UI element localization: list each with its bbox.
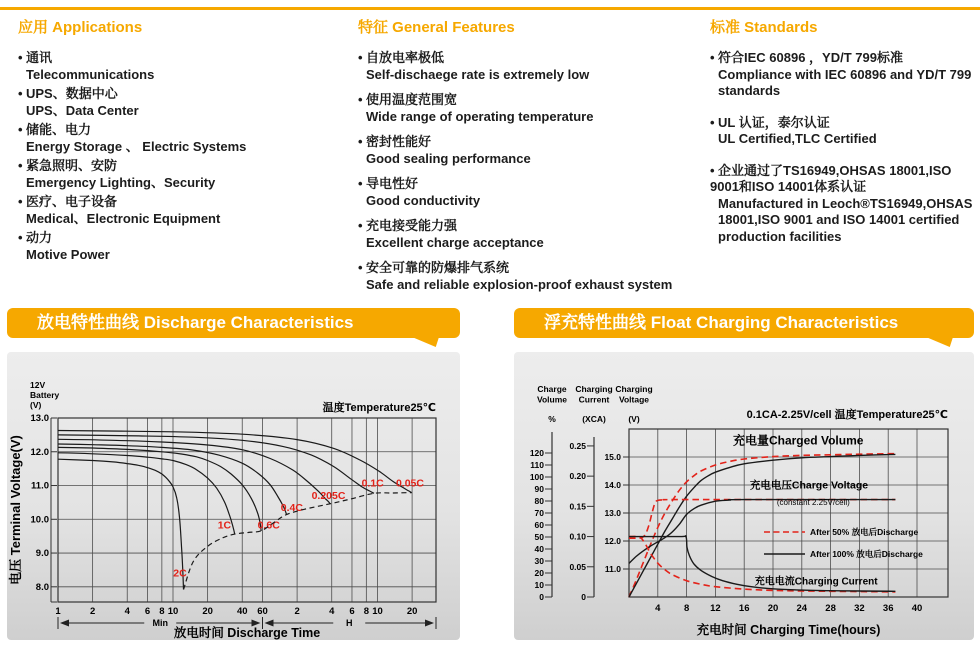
- list-item: [18, 194, 348, 227]
- chart-title: 0.1CA-2.25V/cell 温度Temperature25℃: [746, 409, 948, 421]
- axis-header: Charging: [615, 384, 653, 394]
- x-tick-label: 4: [329, 606, 335, 617]
- axis-header: Voltage: [618, 394, 650, 405]
- chart-annotation: 充电量Charged Volume: [732, 433, 864, 448]
- banner-tail-icon: [926, 337, 953, 347]
- list-item: [18, 50, 348, 83]
- volume-tick-label: 20: [534, 568, 544, 578]
- features-section: [358, 16, 693, 302]
- list-item: [358, 218, 693, 251]
- standards-section: [710, 16, 974, 260]
- discharge-chart-block: [7, 308, 460, 640]
- arrow-right-icon: [425, 620, 434, 627]
- x-tick-label: 8: [159, 606, 165, 617]
- rate-label: 0.1C: [361, 477, 384, 490]
- arrow-left-icon: [60, 620, 69, 627]
- volume-tick-label: 50: [534, 532, 544, 542]
- item-text-en: Safe and reliable explosion-proof exhaust system: [366, 276, 673, 292]
- item-text-en: Compliance with IEC 60896 and YD/T 799 standards: [718, 66, 972, 98]
- bullet-icon: •: [358, 92, 363, 107]
- rate-label: 2C: [173, 567, 187, 580]
- x-tick-label: 60: [257, 606, 268, 617]
- x-tick-label: 10: [372, 606, 383, 617]
- volume-tick-label: 0: [539, 592, 544, 602]
- x-tick-label: 40: [911, 603, 923, 614]
- item-text-zh: • 企业通过了TS16949,OHSAS 18001,ISO 9001和ISO 14001体系认证: [710, 162, 952, 194]
- item-text-en: UL Certified,TLC Certified: [718, 131, 877, 146]
- bullet-icon: •: [18, 230, 23, 245]
- list-item: [358, 260, 693, 293]
- applications-list: [18, 50, 348, 263]
- bullet-icon: •: [358, 50, 363, 65]
- current-tick-label: 0: [581, 592, 586, 602]
- item-text-en: UPS、Data Center: [26, 102, 139, 118]
- battery-label: (V): [30, 400, 42, 410]
- voltage-tick-label: 13.0: [604, 508, 621, 518]
- discharge-banner-label: 放电特性曲线 Discharge Characteristics: [37, 313, 354, 332]
- current-tick-label: 0.20: [569, 471, 586, 482]
- list-item: [18, 86, 348, 119]
- list-item: [710, 50, 974, 100]
- volume-tick-label: 10: [534, 580, 544, 590]
- x-tick-label: 1: [55, 606, 61, 617]
- volume-tick-label: 70: [534, 508, 544, 518]
- volume-tick-label: 100: [529, 472, 544, 482]
- bullet-icon: •: [710, 162, 715, 178]
- standards-title: 标准 Standards: [710, 19, 818, 36]
- item-text-zh: • 安全可靠的防爆排气系统: [358, 260, 510, 275]
- item-text-zh: • 自放电率极低: [358, 50, 445, 65]
- list-item: [358, 176, 693, 209]
- discharge-chart: [7, 352, 460, 640]
- item-text-zh: • UPS、数据中心: [18, 86, 118, 101]
- x-tick-label: 2: [294, 606, 300, 617]
- list-item: [358, 134, 693, 167]
- bullet-icon: •: [18, 158, 23, 173]
- item-text-zh: • 使用温度范围宽: [358, 92, 458, 107]
- x-tick-label: 20: [202, 606, 213, 617]
- x-axis-title: 放电时间 Discharge Time: [173, 626, 321, 640]
- y-tick-label: 8.0: [35, 581, 49, 593]
- rate-label: 0.05C: [395, 477, 424, 490]
- x-tick-label: 20: [767, 603, 779, 614]
- item-text-en: Good conductivity: [366, 192, 481, 208]
- rate-label: 1C: [217, 519, 232, 532]
- item-text-en: Telecommunications: [26, 66, 155, 82]
- discharge-curve-1C: [58, 453, 235, 535]
- current-tick-label: 0.05: [569, 561, 586, 572]
- item-text-zh: • 动力: [18, 230, 53, 245]
- rate-label: 0.205C: [311, 490, 346, 503]
- item-text-zh: • 紧急照明、安防: [18, 158, 118, 173]
- item-text-zh: • 充电接受能力强: [358, 218, 458, 233]
- x-tick-label: 2: [89, 606, 96, 617]
- banner-tail-icon: [412, 337, 439, 347]
- voltage-tick-label: 12.0: [604, 536, 621, 546]
- item-text-en: Wide range of operating temperature: [366, 108, 594, 124]
- bullet-icon: •: [710, 50, 715, 65]
- x-tick-label: 4: [124, 606, 130, 617]
- axis-header: Charging: [575, 384, 613, 394]
- item-text-en: Energy Storage 、 Electric Systems: [26, 138, 247, 154]
- axis-unit: (XCA): [582, 414, 606, 424]
- discharge-curve-0.205C: [58, 439, 330, 504]
- discharge-banner: [7, 308, 460, 338]
- float-charging-chart: [514, 352, 974, 640]
- volume-tick-label: 110: [530, 460, 544, 470]
- x-unit-label: Min: [152, 618, 168, 628]
- volume-tick-label: 120: [529, 448, 544, 458]
- current-tick-label: 0.25: [569, 440, 586, 451]
- x-tick-label: 4: [655, 603, 661, 614]
- list-item: [710, 163, 974, 246]
- battery-label: 12V: [30, 380, 46, 390]
- x-tick-label: 32: [854, 603, 865, 614]
- discharge-curve-2C: [58, 459, 184, 589]
- x-tick-label: 40: [236, 606, 248, 617]
- item-text-en: Excellent charge acceptance: [366, 234, 544, 250]
- x-tick-label: 6: [349, 606, 355, 617]
- item-text-en: Motive Power: [26, 246, 110, 262]
- list-item: [358, 92, 693, 125]
- standards-list: [710, 50, 974, 245]
- y-tick-label: 10.0: [30, 514, 49, 526]
- legend-label: After 100% 放电后Discharge: [810, 549, 923, 559]
- current-tick-label: 0.15: [569, 501, 586, 512]
- item-text-zh: • 储能、电力: [18, 122, 92, 137]
- applications-title: 应用 Applications: [18, 19, 143, 36]
- x-tick-label: 10: [167, 606, 179, 617]
- bullet-icon: •: [18, 86, 23, 101]
- bullet-icon: •: [18, 122, 23, 137]
- x-tick-label: 28: [825, 603, 836, 614]
- float-charging-banner-label: 浮充特性曲线 Float Charging Characteristics: [544, 313, 899, 332]
- legend-label: After 50% 放电后Discharge: [810, 527, 919, 537]
- x-tick-label: 8: [683, 603, 690, 614]
- bullet-icon: •: [358, 176, 363, 191]
- bullet-icon: •: [358, 218, 363, 233]
- x-tick-label: 36: [882, 603, 894, 614]
- list-item: [358, 50, 693, 83]
- item-text-en: Good sealing performance: [366, 150, 531, 166]
- x-tick-label: 12: [710, 603, 721, 614]
- bullet-icon: •: [18, 194, 23, 209]
- rate-label: 0.6C: [257, 519, 280, 532]
- chart-annotation: (constant 2.25V/cell): [776, 498, 850, 508]
- volume-tick-label: 80: [534, 496, 544, 506]
- features-title: 特征 General Features: [358, 19, 515, 36]
- y-tick-label: 12.0: [30, 446, 49, 458]
- item-text-en: Medical、Electronic Equipment: [26, 210, 221, 226]
- current-tick-label: 0.10: [569, 531, 586, 542]
- x-axis-title: 充电时间 Charging Time(hours): [696, 623, 881, 637]
- x-unit-label: H: [345, 618, 353, 628]
- x-tick-label: 16: [738, 603, 750, 614]
- x-tick-label: 8: [363, 606, 369, 617]
- features-list: [358, 50, 693, 293]
- top-rule: [0, 7, 980, 10]
- list-item: [710, 115, 974, 148]
- float-charging-banner: [514, 308, 974, 338]
- y-tick-label: 11.0: [31, 480, 49, 492]
- grid: [629, 429, 948, 597]
- item-text-zh: • 符合IEC 60896 ，YD/T 799标准: [710, 50, 903, 65]
- bullet-icon: •: [710, 114, 715, 130]
- bullet-icon: •: [18, 50, 23, 65]
- item-text-zh: • 密封性能好: [358, 134, 432, 149]
- bullet-icon: •: [358, 260, 363, 275]
- float-charging-chart-panel: [514, 352, 974, 640]
- x-tick-label: 20: [406, 606, 418, 617]
- discharge-chart-panel: [7, 352, 460, 640]
- item-text-en: Manufactured in Leoch®TS16949,OHSAS 18001,ISO 9001 and ISO 14001 certified production facilities: [718, 195, 973, 244]
- battery-label: Battery: [30, 390, 60, 400]
- axis-header: Volume: [536, 394, 568, 405]
- voltage-tick-label: 14.0: [604, 480, 621, 490]
- chart-annotation: 充电电流Charging Current: [754, 576, 878, 588]
- volume-tick-label: 30: [534, 556, 544, 566]
- x-tick-label: 24: [796, 603, 808, 614]
- volume-tick-label: 60: [534, 520, 544, 530]
- list-item: [18, 158, 348, 191]
- item-text-zh: • UL 认证，泰尔认证: [710, 114, 830, 130]
- axis-header: Current: [578, 394, 610, 405]
- volume-tick-label: 90: [534, 484, 544, 494]
- chart-annotation: 充电电压Charge Voltage: [749, 479, 869, 492]
- bullet-icon: •: [358, 134, 363, 149]
- axis-header: Charge: [537, 384, 567, 394]
- y-axis-title: 电压 Terminal Voltage(V): [8, 435, 23, 585]
- item-text-zh: • 医疗、电子设备: [18, 194, 118, 209]
- x-tick-label: 6: [144, 606, 151, 617]
- axis-unit: (V): [628, 414, 640, 424]
- applications-section: [18, 16, 348, 266]
- item-text-en: Self-dischaege rate is extremely low: [366, 66, 590, 82]
- chart-title: 温度Temperature25℃: [322, 402, 436, 414]
- y-tick-label: 9.0: [35, 548, 49, 560]
- item-text-zh: • 导电性好: [358, 176, 419, 191]
- list-item: [18, 122, 348, 155]
- voltage-tick-label: 11.0: [604, 564, 621, 574]
- list-item: [18, 230, 348, 263]
- axis-unit: %: [548, 414, 556, 424]
- y-tick-label: 13.0: [30, 413, 49, 424]
- item-text-zh: • 通讯: [18, 50, 53, 65]
- item-text-en: Emergency Lighting、Security: [26, 174, 216, 190]
- volume-tick-label: 40: [534, 544, 544, 554]
- rate-label: 0.4C: [280, 501, 303, 514]
- voltage-tick-label: 15.0: [604, 452, 621, 462]
- float-charging-chart-block: [514, 308, 974, 640]
